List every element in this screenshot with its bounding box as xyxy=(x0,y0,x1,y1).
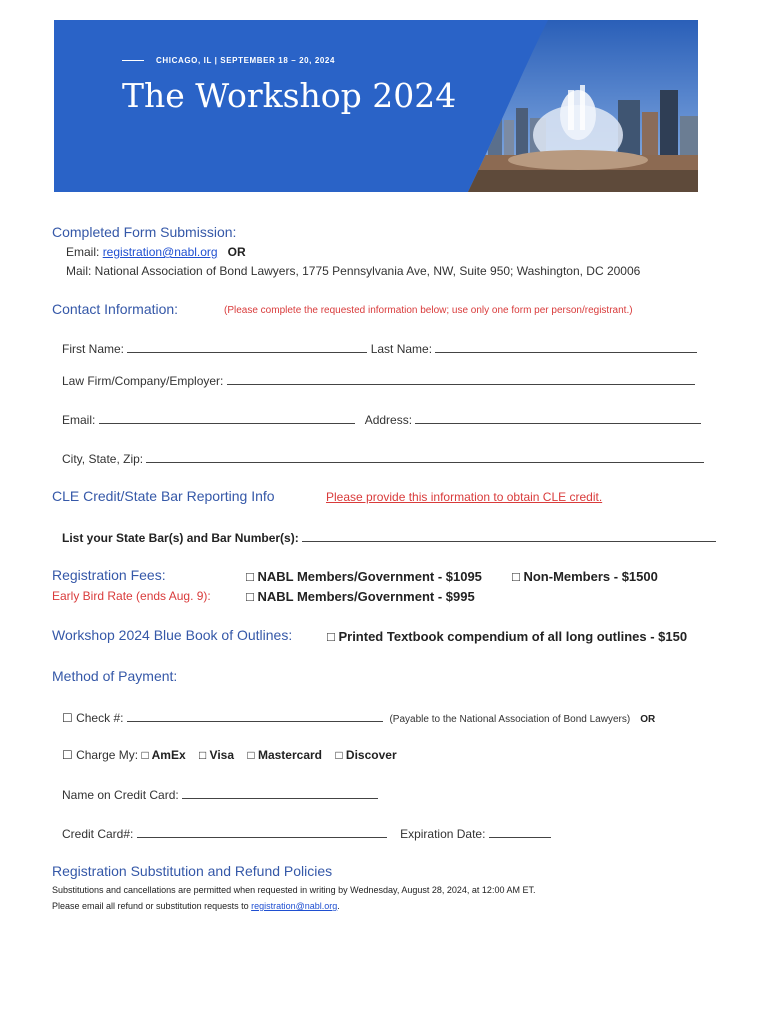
bluebook-heading: Workshop 2024 Blue Book of Outlines: xyxy=(52,627,293,643)
payment-or-text: OR xyxy=(640,714,656,725)
city-label: City, State, Zip: xyxy=(62,452,144,466)
fee-earlybird-option[interactable]: □ NABL Members/Government - $995 xyxy=(246,589,475,604)
bar-label: List your State Bar(s) and Bar Number(s): xyxy=(62,531,299,545)
payment-heading: Method of Payment: xyxy=(52,668,178,684)
visa-option[interactable]: □ Visa xyxy=(198,748,235,762)
bar-row xyxy=(62,530,716,545)
policies-email-link[interactable]: registration@nabl.org xyxy=(251,901,338,911)
city-row xyxy=(62,451,704,466)
address-label: Address: xyxy=(364,413,413,427)
firm-row xyxy=(62,373,695,388)
last-name-label: Last Name: xyxy=(370,342,433,356)
first-name-row xyxy=(62,341,697,356)
or-text: OR xyxy=(227,245,246,259)
firm-field[interactable] xyxy=(227,373,695,385)
submission-email-line xyxy=(66,245,246,259)
policies-heading: Registration Substitution and Refund Policies xyxy=(52,863,333,879)
fee-nonmembers-option[interactable]: □ Non-Members - $1500 xyxy=(512,569,658,584)
policies-line-1: Substitutions and cancellations are permitted when requested in writing by Wednesday, August 28, 2024, at 12:00 AM ET. xyxy=(52,885,536,895)
bar-number-field[interactable] xyxy=(302,530,716,542)
city-state-zip-field[interactable] xyxy=(146,451,704,463)
email-label: Email: xyxy=(66,245,100,259)
last-name-field[interactable] xyxy=(435,341,697,353)
amex-option[interactable]: □ AmEx xyxy=(141,748,186,762)
policies-line-2 xyxy=(52,901,340,911)
mastercard-option[interactable]: □ Mastercard xyxy=(247,748,322,762)
first-name-label: First Name: xyxy=(62,342,125,356)
chicago-fountain-photo xyxy=(468,20,698,192)
check-number-field[interactable] xyxy=(127,710,383,722)
fees-heading: Registration Fees: xyxy=(52,567,166,583)
contact-note: (Please complete the requested information below; use only one form per person/registrant.) xyxy=(224,305,633,316)
card-number-label: Credit Card#: xyxy=(62,827,134,841)
fee-members-option[interactable]: □ NABL Members/Government - $1095 xyxy=(246,569,482,584)
early-bird-label: Early Bird Rate (ends Aug. 9): xyxy=(52,589,211,603)
discover-option[interactable]: □ Discover xyxy=(335,748,397,762)
cle-heading: CLE Credit/State Bar Reporting Info xyxy=(52,488,275,504)
email-address-row xyxy=(62,412,701,427)
card-number-row xyxy=(62,826,551,841)
event-banner xyxy=(54,20,698,192)
card-number-field[interactable] xyxy=(137,826,387,838)
expiration-field[interactable] xyxy=(489,826,551,838)
bluebook-option[interactable]: □ Printed Textbook compendium of all long outlines - $150 xyxy=(327,629,688,644)
firm-label: Law Firm/Company/Employer: xyxy=(62,374,224,388)
first-name-field[interactable] xyxy=(127,341,367,353)
check-option[interactable]: ☐ Check #: xyxy=(62,711,124,725)
card-name-label: Name on Credit Card: xyxy=(62,788,179,802)
submission-heading: Completed Form Submission: xyxy=(52,224,237,240)
address-field[interactable] xyxy=(415,412,701,424)
policies-line-2-prefix: Please email all refund or substitution requests to xyxy=(52,901,252,911)
email-field-label: Email: xyxy=(62,413,96,427)
mail-address: Mail: National Association of Bond Lawyers, 1775 Pennsylvania Ave, NW, Suite 950; Washington, DC 20006 xyxy=(66,264,641,278)
event-location-date: CHICAGO, IL | SEPTEMBER 18 – 20, 2024 xyxy=(122,56,335,65)
card-name-row xyxy=(62,787,378,802)
card-name-field[interactable] xyxy=(182,787,378,799)
check-row xyxy=(62,710,655,725)
policies-line-2-suffix: . xyxy=(337,901,340,911)
email-field[interactable] xyxy=(99,412,355,424)
expiration-label: Expiration Date: xyxy=(400,827,486,841)
event-title: The Workshop 2024 xyxy=(122,76,457,115)
payable-note: (Payable to the National Association of Bond Lawyers) xyxy=(389,714,631,725)
cle-note: Please provide this information to obtain CLE credit. xyxy=(326,490,603,504)
charge-option[interactable]: ☐ Charge My: xyxy=(62,748,139,762)
charge-row xyxy=(62,748,397,762)
registration-email-link[interactable]: registration@nabl.org xyxy=(102,245,218,259)
contact-heading: Contact Information: xyxy=(52,301,179,317)
